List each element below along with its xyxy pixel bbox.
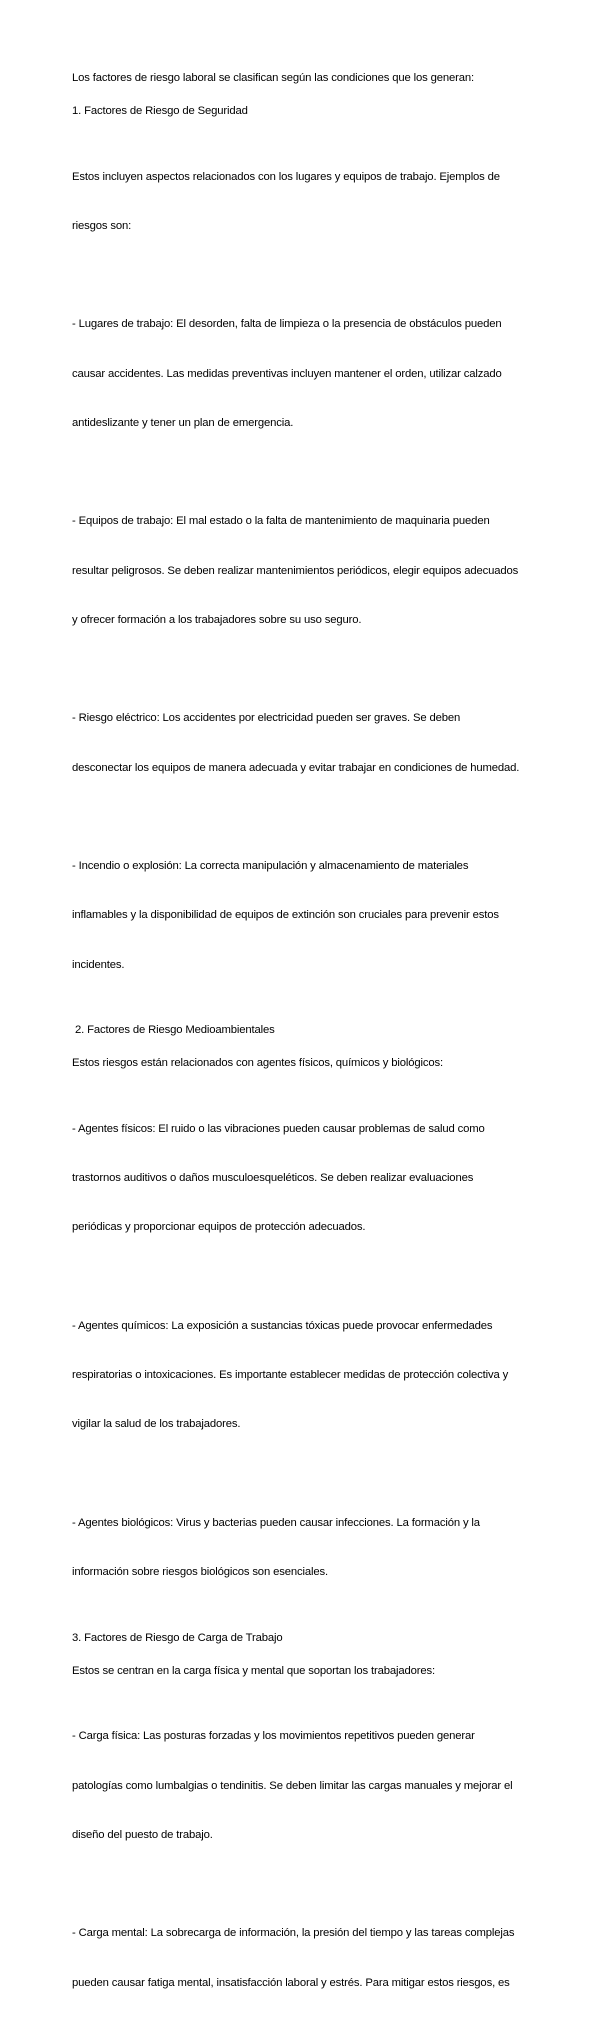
line: antideslizante y tener un plan de emergencia. (72, 416, 294, 429)
line: patologías como lumbalgias o tendinitis. Se deben limitar las cargas manuales y mejorar el (72, 1779, 513, 1792)
line: - Carga mental: La sobrecarga de información, la presión del tiempo y las tareas complejas (72, 1927, 515, 1940)
section-3-heading: 3. Factores de Riesgo de Carga de Trabajo (72, 1631, 283, 1644)
line: incidentes. (72, 958, 125, 971)
line: - Agentes biológicos: Virus y bacterias pueden causar infecciones. La formación y la (72, 1516, 480, 1529)
line: - Equipos de trabajo: El mal estado o la falta de mantenimiento de maquinaria pueden (72, 515, 490, 528)
line: - Riesgo eléctrico: Los accidentes por electricidad pueden ser graves. Se deben (72, 712, 461, 725)
line: desconectar los equipos de manera adecuada y evitar trabajar en condiciones de humedad. (72, 761, 520, 774)
section-1-intro (72, 136, 530, 267)
line: - Agentes químicos: La exposición a sustancias tóxicas puede provocar enfermedades (72, 1319, 493, 1332)
incendio-paragraph (72, 825, 530, 1005)
line: - Carga física: Las posturas forzadas y los movimientos repetitivos pueden generar (72, 1730, 475, 1743)
fisicos-paragraph (72, 1088, 530, 1268)
line: y ofrecer formación a los trabajadores sobre su uso seguro. (72, 613, 362, 626)
line: información sobre riesgos biológicos son esenciales. (72, 1566, 328, 1578)
quimicos-paragraph (72, 1285, 530, 1465)
line: Estos incluyen aspectos relacionados con los lugares y equipos de trabajo. Ejemplos de (72, 170, 500, 183)
line: diseño del puesto de trabajo. (72, 1828, 213, 1841)
line: - Incendio o explosión: La correcta manipulación y almacenamiento de materiales (72, 860, 469, 873)
line: periódicas y proporcionar equipos de protección adecuados. (72, 1221, 366, 1234)
intro-paragraph: Los factores de riesgo laboral se clasifican según las condiciones que los generan: (72, 72, 475, 84)
line: - Lugares de trabajo: El desorden, falta de limpieza o la presencia de obstáculos pueden (72, 318, 502, 331)
lugares-paragraph (72, 284, 530, 464)
carga-mental-paragraph (72, 1893, 530, 2024)
line: respiratorias o intoxicaciones. Es importante establecer medidas de protección colectiva y (72, 1369, 509, 1382)
carga-fisica-paragraph (72, 1696, 530, 1876)
line: riesgos son: (72, 219, 132, 232)
line: vigilar la salud de los trabajadores. (72, 1418, 241, 1431)
electrico-paragraph (72, 678, 530, 809)
equipos-paragraph (72, 481, 530, 661)
biologicos-paragraph (72, 1482, 530, 1613)
section-3-intro: Estos se centran en la carga física y mental que soportan los trabajadores: (72, 1664, 436, 1677)
line: inflamables y la disponibilidad de equipos de extinción son cruciales para prevenir estos (72, 909, 499, 922)
section-1-heading: 1. Factores de Riesgo de Seguridad (72, 104, 248, 117)
line: causar accidentes. Las medidas preventivas incluyen mantener el orden, utilizar calzado (72, 367, 502, 380)
line: trastornos auditivos o daños musculoesqueléticos. Se deben realizar evaluaciones (72, 1172, 474, 1185)
section-2-intro: Estos riesgos están relacionados con agentes físicos, químicos y biológicos: (72, 1057, 444, 1070)
line: resultar peligrosos. Se deben realizar mantenimientos periódicos, elegir equipos adecuados (72, 564, 519, 577)
line: pueden causar fatiga mental, insatisfacción laboral y estrés. Para mitigar estos riesgos, es (72, 1976, 510, 1989)
section-2-heading: 2. Factores de Riesgo Medioambientales (75, 1024, 275, 1037)
line: - Agentes físicos: El ruido o las vibraciones pueden causar problemas de salud como (72, 1122, 485, 1135)
